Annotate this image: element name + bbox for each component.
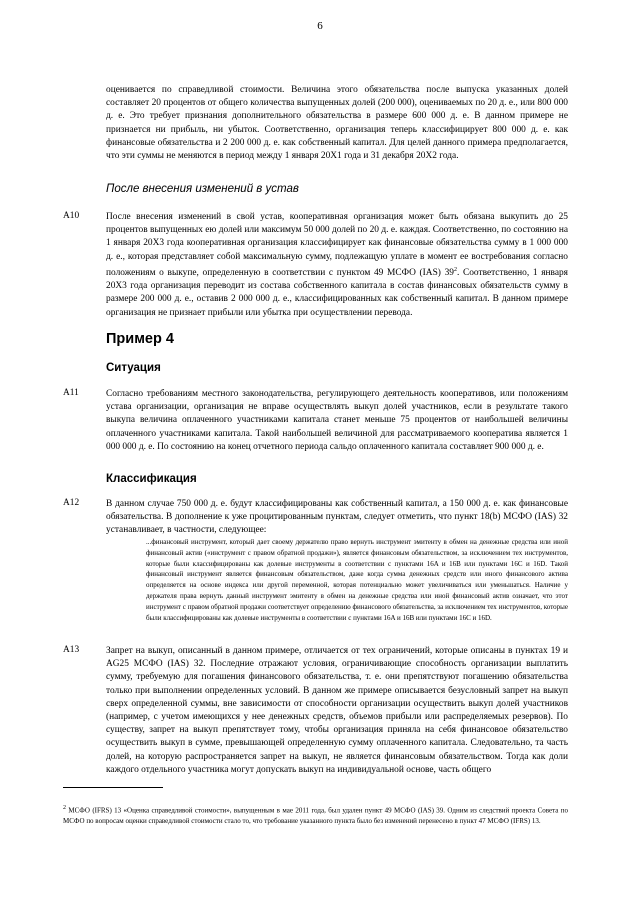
intro-paragraph: оценивается по справедливой стоимости. Величина этого обязательства после выпуска указанных долей составляет 20 процентов от общего количества выпущенных долей (200 000), оцениваемых по 20 д. е., или 800 000 д. е. Это требует признания дополнительного обязательства в размере 600 000 д. е. В данном примере не признается ни прибыль, ни убыток. Соответственно, организация теперь классифицирует 800 000 д. е. как финансовые обязательства и 2 200 000 д. е. как собственный капитал. Для целей данного примера предполагается, что эти суммы не меняются в период между 1 января 20X1 года и 31 декабря 20X2 года. [106,85,568,162]
paragraph-id-a13: A13 [63,645,80,655]
footnote [63,803,568,826]
heading-after-change: После внесения изменений в устав [106,183,299,195]
paragraph-id-a11: A11 [63,388,79,398]
paragraph-a12: В данном случае 750 000 д. е. будут классифицированы как собственный капитал, а 150 000 д. е. как финансовые обязательства. В дополнение к уже процитированным пунктам, следует отметить, что пункт 18(b) МСФО (IAS) 32 устанавливает, в частности, следующее: [106,499,568,536]
footnote-text: МСФО (IFRS) 13 «Оценка справедливой стоимости», выпущенным в мае 2011 года, был удален пункт 49 МСФО (IAS) 39. Одним из следствий проекта Совета по МСФО по вопросам оценки справедливой стоимости стало то, что требование указанного пункта было без изменений перенесено в пункт 47 МСФО (IFRS) 13. [63,806,568,825]
paragraph-id-a10: A10 [63,211,80,221]
footnote-divider [63,787,163,788]
footnote-marker: 2 [63,805,66,811]
classification-heading: Классификация [106,473,197,485]
paragraph-a13: Запрет на выкуп, описанный в данном примере, отличается от тех ограничений, которые описаны в пунктах 19 и AG25 МСФО (IAS) 32. Последние отражают условия, ограничивающие способность организации выплатить сумму, требуемую для погашения финансового обязательства, т. е. они препятствуют погашению обязательства только при выполнении определенных условий. В данном же примере описывается безусловный запрет на выкуп сверх определенной суммы, вне зависимости от способности организации осуществить выкуп долей участников (например, с учетом имеющихся у нее денежных средств, объемов прибыли или распределяемых резервов). По существу, запрет на выкуп препятствует тому, чтобы организация приняла на себя финансовое обязательство осуществить выкуп в сумме, превышающей определенную сумму оплаченного капитала. Следовательно, та часть долей, на которую распространяется запрет на выкуп, не является финансовым обязательством. Тогда как доли каждого отдельного участника могут допускать выкуп на индивидуальной основе, часть общего [106,646,568,775]
situation-heading: Ситуация [106,362,161,374]
footnote-ref: 2 [453,266,457,273]
paragraph-a10-text-cont: . Соответственно, 1 января 20X3 года организация переводит из состава собственного капитала в состав финансовых обязательств сумму в размере 200 000 д. е., оставив 2 000 000 д. е., классифицированных как собственный капитал. В данном примере организация не признает прибыли или убытка при осуществлении перевода. [106,267,568,318]
block-quote: ...финансовый инструмент, который дает своему держателю право вернуть инструмент эмитенту в обмен на денежные средства или иной финансовый актив («инструмент с правом обратной продажи»), является финансовым обязательством, за исключением тех инструментов, которые были классифицированы как долевые инструменты в соответствии с пунктами 16A и 16B или пунктами 16C и 16D. Такой финансовый инструмент является финансовым обязательством, даже когда сумма денежных средств или иного финансового актива определяется на основе индекса или другой переменной, которая потенциально может увеличиваться или уменьшаться. Наличие у держателя права вернуть данный инструмент эмитенту в обмен на денежные средства или иной финансовый актив означает, что этот инструмент с правом обратной продажи соответствует определению финансового обязательства, за исключением тех инструментов, которые были классифицированы как долевые инструменты в соответствии с пунктами 16A и 16B или пунктами 16C и 16D. [146,538,568,622]
page-number: 6 [317,20,323,32]
paragraph-a11: Согласно требованиям местного законодательства, регулирующего деятельность кооперативов, или положениям устава организации, организация не вправе осуществлять выкуп долей участников, если в результате такого выкупа величина оплаченного участниками капитала станет меньше 75 процентов от наибольшей величины оплаченного участниками капитала. Такой наибольшей величиной для рассматриваемого кооператива является 1 000 000 д. е. По состоянию на конец отчетного периода сальдо оплаченного капитала составляет 900 000 д. е. [106,389,568,452]
paragraph-id-a12: A12 [63,498,80,508]
example-heading: Пример 4 [106,331,174,347]
paragraph-a10 [106,211,568,320]
paragraph-a10-text: После внесения изменений в свой устав, кооперативная организация может быть обязана выкупить до 25 процентов выпущенных ею долей или максимум 50 000 долей по 20 д. е. каждая. Соответственно, по состоянию на 1 января 20X3 года кооперативная организация классифицирует как финансовые обязательства сумму в 1 000 000 д. е., которая представляет собой максимальную сумму, подлежащую уплате в момент ее востребования согласно положениям о выкупе, определенную в соответствии с пунктом 49 МСФО (IAS) 39 [106,212,568,278]
